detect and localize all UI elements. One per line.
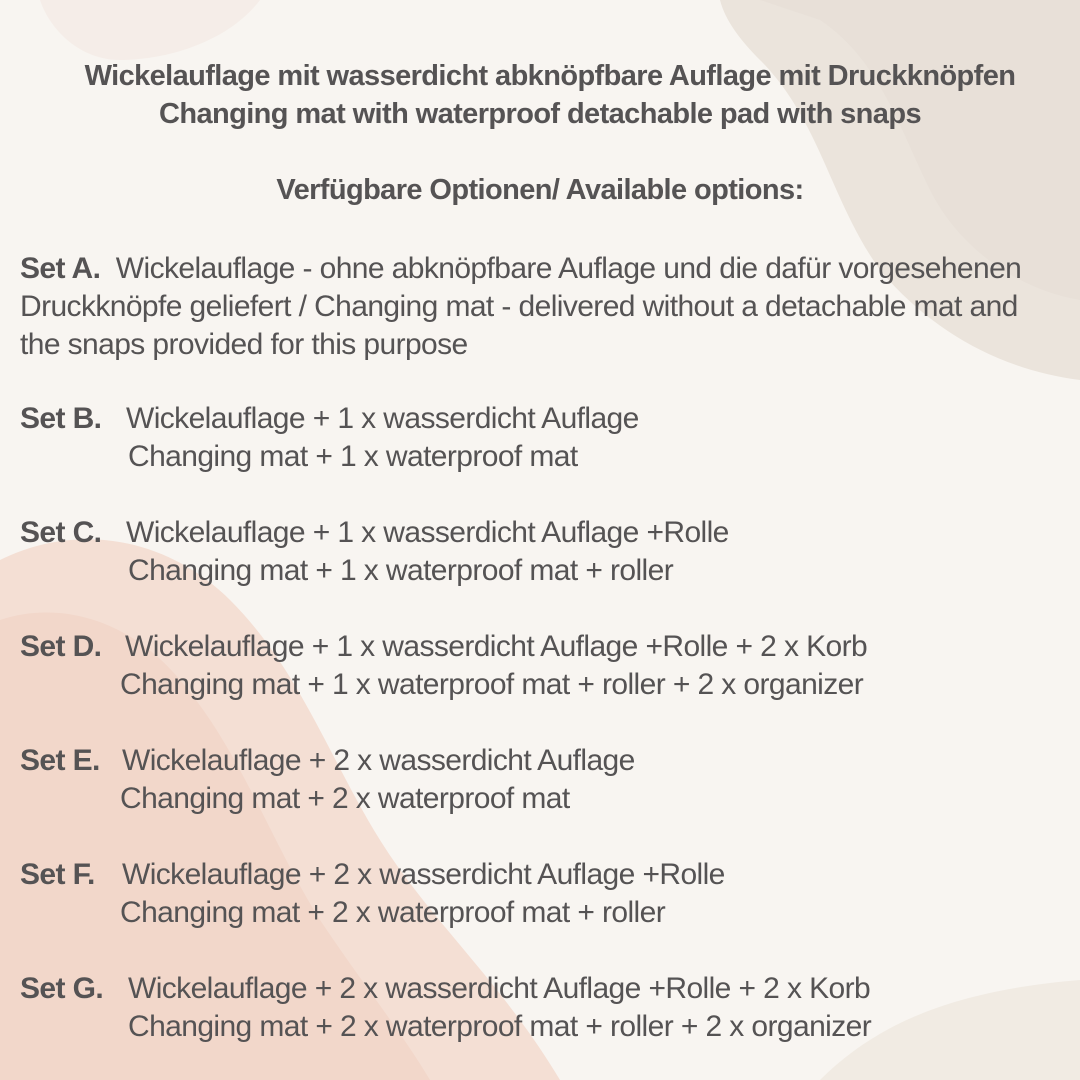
set-description: Wickelauflage - ohne abknöpfbare Auflage und die dafür vorgesehenen Druckknöpfe geliefert / Changing mat - delivered without a detachable mat and the snaps provided for this purpose (20, 252, 1022, 361)
set-label: Set F. (20, 858, 95, 891)
set-line-german: Wickelauflage + 1 x wasserdicht Auflage +Rolle + 2 x Korb (125, 630, 868, 663)
set-label: Set D. (20, 630, 102, 663)
set-label: Set C. (20, 516, 102, 549)
set-line-german: Wickelauflage + 1 x wasserdicht Auflage +Rolle (126, 516, 729, 549)
options-heading: Verfügbare Optionen/ Available options: (276, 174, 804, 206)
set-label: Set E. (20, 744, 100, 777)
set-label: Set B. (20, 402, 102, 435)
title-german: Wickelauflage mit wasserdicht abknöpfbare Auflage mit Druckknöpfen (84, 60, 1016, 92)
set-line-german: Wickelauflage + 2 x wasserdicht Auflage +Rolle (122, 858, 725, 891)
set-line-english: Changing mat + 2 x waterproof mat (120, 782, 570, 815)
option-set-a (20, 250, 1060, 364)
set-line-english: Changing mat + 1 x waterproof mat (128, 440, 578, 473)
set-label: Set G. (20, 972, 104, 1005)
set-line-english: Changing mat + 1 x waterproof mat + roller (128, 554, 674, 587)
set-line-german: Wickelauflage + 2 x wasserdicht Auflage +Rolle + 2 x Korb (128, 972, 871, 1005)
set-label: Set A. (20, 252, 101, 285)
set-line-english: Changing mat + 2 x waterproof mat + roller (120, 896, 666, 929)
title-english: Changing mat with waterproof detachable pad with snaps (159, 98, 921, 130)
set-line-english: Changing mat + 2 x waterproof mat + roller + 2 x organizer (128, 1010, 872, 1043)
set-line-german: Wickelauflage + 2 x wasserdicht Auflage (122, 744, 635, 777)
set-line-german: Wickelauflage + 1 x wasserdicht Auflage (126, 402, 639, 435)
set-line-english: Changing mat + 1 x waterproof mat + roller + 2 x organizer (120, 668, 864, 701)
